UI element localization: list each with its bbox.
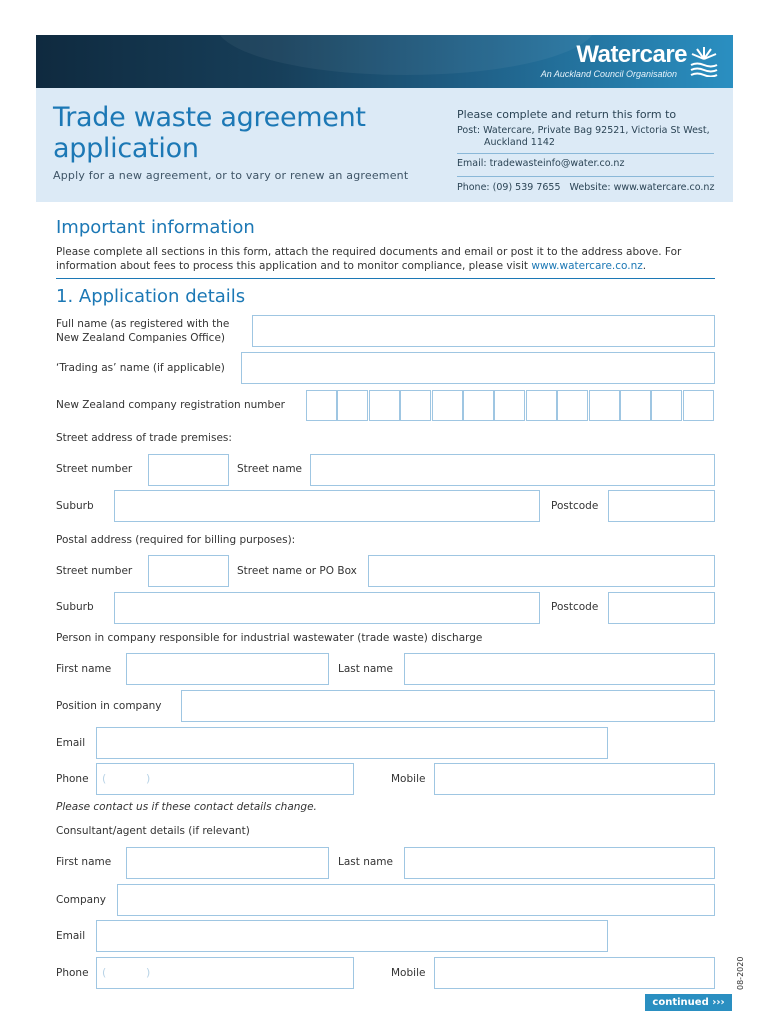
- postcode-input[interactable]: [608, 490, 715, 522]
- full-name-label: [56, 317, 229, 345]
- section-rule: [56, 278, 715, 279]
- street-name-label: Street name: [237, 463, 303, 475]
- postal-street-name-label: Street name or PO Box: [237, 565, 357, 577]
- contact-website: Website: www.watercare.co.nz: [569, 182, 715, 193]
- postal-address-heading: Postal address (required for billing purposes):: [56, 534, 296, 546]
- title-line-1: Trade waste agreement: [53, 102, 366, 133]
- consultant-company-label: Company: [56, 894, 106, 906]
- email-label: Email: [56, 737, 86, 749]
- return-heading: Please complete and return this form to: [457, 108, 677, 121]
- trading-as-label: ‘Trading as’ name (if applicable): [56, 362, 225, 374]
- phone-label: Phone: [56, 773, 89, 785]
- brand-logo-text: Watercare: [576, 41, 687, 68]
- important-text: [56, 245, 716, 273]
- full-name-label-line-1: Full name (as registered with the: [56, 318, 230, 330]
- consultant-phone-label: Phone: [56, 967, 89, 979]
- company-reg-digit-box[interactable]: [526, 390, 557, 421]
- last-name-label: Last name: [338, 663, 393, 675]
- consultant-last-name-label: Last name: [338, 856, 393, 868]
- consultant-phone-paren-close: ): [146, 966, 151, 979]
- suburb-input[interactable]: [114, 490, 540, 522]
- phone-paren-close: ): [146, 772, 151, 785]
- company-reg-digit-box[interactable]: [651, 390, 682, 421]
- first-name-input[interactable]: [126, 653, 329, 685]
- consultant-mobile-label: Mobile: [391, 967, 426, 979]
- post-line-1: Post: Watercare, Private Bag 92521, Victoria St West,: [457, 125, 710, 136]
- postal-postcode-input[interactable]: [608, 592, 715, 624]
- street-number-input[interactable]: [148, 454, 229, 486]
- form-date-code: 08-2020: [736, 956, 745, 990]
- watercare-link[interactable]: www.watercare.co.nz: [531, 260, 643, 272]
- email-input[interactable]: [96, 727, 608, 759]
- page-subtitle: Apply for a new agreement, or to vary or renew an agreement: [53, 169, 409, 182]
- postal-suburb-label: Suburb: [56, 601, 94, 613]
- continued-button[interactable]: continued ›››: [645, 994, 732, 1011]
- page-title: [53, 102, 366, 164]
- company-reg-digit-box[interactable]: [432, 390, 463, 421]
- contact-email: Email: tradewasteinfo@water.co.nz: [457, 158, 625, 169]
- consultant-mobile-input[interactable]: [434, 957, 715, 989]
- watercare-logo-icon: [689, 43, 719, 77]
- divider: [457, 153, 714, 154]
- mobile-input[interactable]: [434, 763, 715, 795]
- person-heading: Person in company responsible for industrial wastewater (trade waste) discharge: [56, 632, 483, 644]
- company-reg-digit-box[interactable]: [463, 390, 494, 421]
- position-label: Position in company: [56, 700, 162, 712]
- company-reg-digit-box[interactable]: [683, 390, 714, 421]
- company-reg-digit-box[interactable]: [369, 390, 400, 421]
- phone-paren-open: (: [102, 772, 107, 785]
- consultant-email-label: Email: [56, 930, 86, 942]
- last-name-input[interactable]: [404, 653, 715, 685]
- consultant-email-input[interactable]: [96, 920, 608, 952]
- brand-tagline: An Auckland Council Organisation: [540, 69, 677, 79]
- contact-phone-website: [457, 182, 714, 193]
- company-reg-digit-box[interactable]: [557, 390, 588, 421]
- postal-street-number-label: Street number: [56, 565, 133, 577]
- phone-input[interactable]: [96, 763, 354, 795]
- company-reg-digit-box[interactable]: [589, 390, 620, 421]
- company-reg-digit-box[interactable]: [620, 390, 651, 421]
- company-reg-digit-box[interactable]: [400, 390, 431, 421]
- mobile-label: Mobile: [391, 773, 426, 785]
- consultant-first-name-input[interactable]: [126, 847, 329, 879]
- full-name-input[interactable]: [252, 315, 715, 347]
- company-reg-label: New Zealand company registration number: [56, 399, 285, 411]
- street-name-input[interactable]: [310, 454, 715, 486]
- brand-banner: [36, 35, 733, 88]
- position-input[interactable]: [181, 690, 715, 722]
- company-reg-digit-box[interactable]: [306, 390, 337, 421]
- postal-street-number-input[interactable]: [148, 555, 229, 587]
- consultant-last-name-input[interactable]: [404, 847, 715, 879]
- important-end: .: [642, 260, 647, 272]
- important-heading: Important information: [56, 217, 255, 238]
- consultant-phone-input[interactable]: [96, 957, 354, 989]
- first-name-label: First name: [56, 663, 112, 675]
- important-body: Please complete all sections in this form, attach the required documents and email or post it to the address above. For information about fees to process this application and to monitor compliance, please visit: [56, 246, 682, 272]
- trading-as-input[interactable]: [241, 352, 715, 384]
- suburb-label: Suburb: [56, 500, 94, 512]
- consultant-company-input[interactable]: [117, 884, 715, 916]
- consultant-first-name-label: First name: [56, 856, 112, 868]
- section-1-heading: 1. Application details: [56, 286, 246, 307]
- postal-street-name-input[interactable]: [368, 555, 715, 587]
- consultant-heading: Consultant/agent details (if relevant): [56, 825, 250, 837]
- company-reg-digit-box[interactable]: [494, 390, 525, 421]
- street-address-heading: Street address of trade premises:: [56, 432, 232, 444]
- title-line-2: application: [53, 133, 199, 164]
- post-line-2: Auckland 1142: [484, 137, 555, 148]
- consultant-phone-paren-open: (: [102, 966, 107, 979]
- full-name-label-line-2: New Zealand Companies Office): [56, 332, 226, 344]
- post-address: [457, 125, 722, 149]
- contact-phone: Phone: (09) 539 7655: [457, 182, 561, 193]
- form-header: [36, 88, 733, 202]
- postcode-label: Postcode: [551, 500, 599, 512]
- banner-wave-graphic: [216, 35, 596, 75]
- company-reg-digit-box[interactable]: [337, 390, 368, 421]
- contact-note: Please contact us if these contact details change.: [56, 801, 317, 813]
- street-number-label: Street number: [56, 463, 133, 475]
- postal-postcode-label: Postcode: [551, 601, 599, 613]
- postal-suburb-input[interactable]: [114, 592, 540, 624]
- divider: [457, 176, 714, 177]
